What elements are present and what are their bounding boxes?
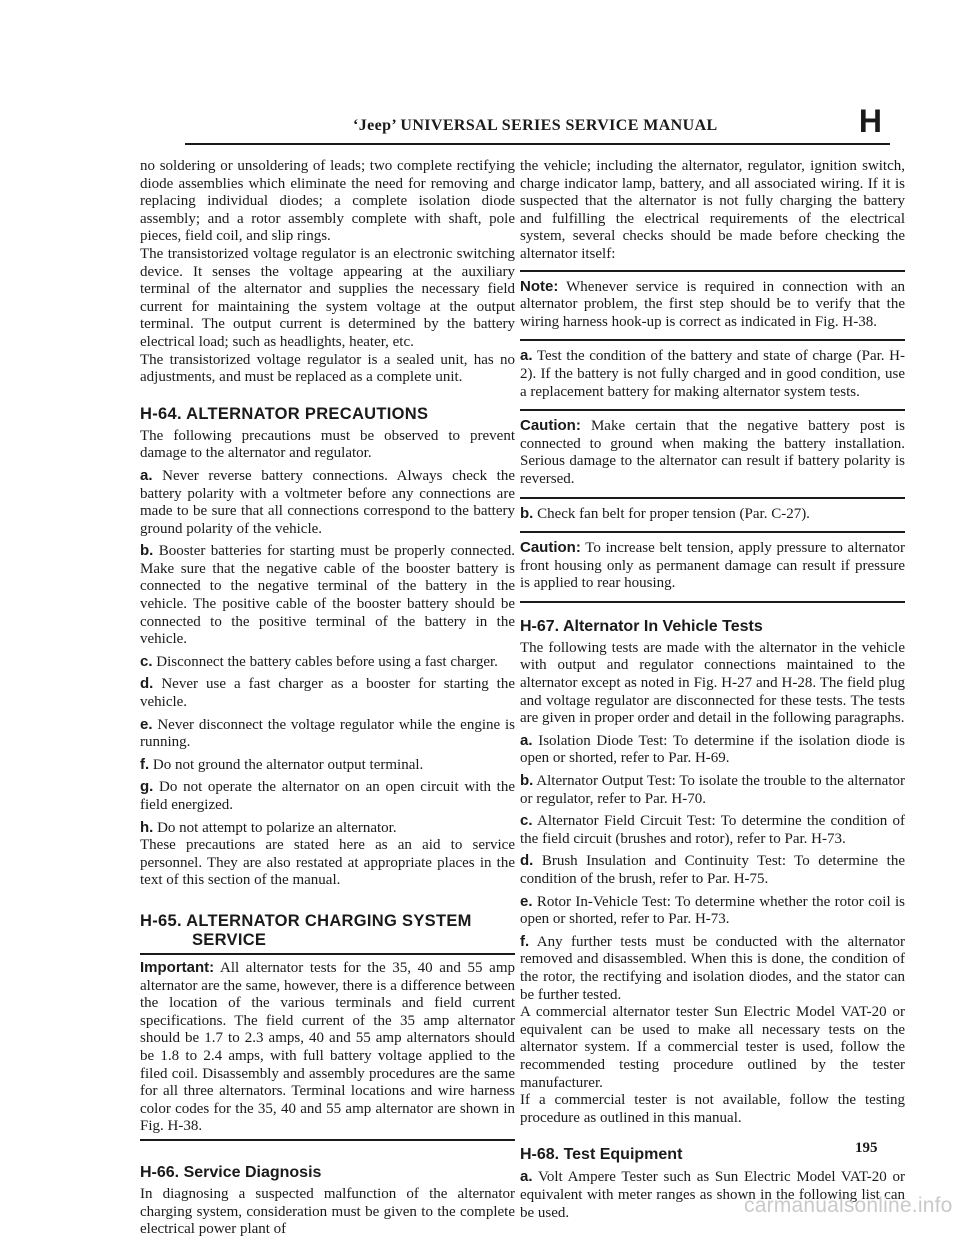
h68-a-text: Volt Ampere Tester such as Sun Electric Model VAT-20 or equivalent with meter ranges as shown in the following list can be used. (520, 1169, 905, 1221)
watermark: carmanualsonline.info (744, 1194, 953, 1217)
test-item (520, 933, 905, 1004)
h68-a-label: a. (520, 1168, 533, 1186)
caution-text: To increase belt tension, apply pressure to alternator front housing only as permanent damage can result if pressure is applied to rear housing. (520, 540, 906, 592)
test-text: Isolation Diode Test: To determine if the isolation diode is open or shorted, refer to Par. H-69. (520, 732, 905, 767)
precaution-item (140, 756, 515, 775)
precaution-label: c. (140, 652, 153, 670)
caution-text: Make certain that the negative battery post is connected to ground when making the battery installation. Serious damage to the alternator can result if battery polarity is reversed. (520, 418, 905, 487)
step-a-text: Test the condition of the battery and state of charge (Par. H-2). If the battery is not fully charged and in good condition, use a replacement battery for making alternator system tests. (520, 348, 905, 400)
h64-outro: These precautions are stated here as an aid to service personnel. They are also restated at appropriate places in the text of this section of the manual. (140, 837, 515, 889)
intro-paragraph-3: The transistorized voltage regulator is a sealed unit, has no adjustments, and must be replaced as a complete unit. (140, 351, 515, 386)
precaution-text: Do not ground the alternator output terminal. (152, 756, 424, 773)
precaution-item (140, 716, 515, 752)
precaution-text: Do not attempt to polarize an alternator. (157, 819, 397, 836)
heading-h66: H-66. Service Diagnosis (140, 1163, 322, 1181)
heading-h64: H-64. ALTERNATOR PRECAUTIONS (140, 404, 429, 423)
important-note (140, 959, 515, 1136)
precaution-label: b. (140, 542, 154, 560)
intro-paragraph-2: The transistorized voltage regulator is an electronic switching device. It senses the voltage appearing at the auxiliary terminal of the alternator and supplies the necessary field current for maintaining the system voltage at the output terminal. The output current is determined by the battery electrical load; such as headlights, heater, etc. (140, 245, 515, 350)
caution-label: Caution: (520, 539, 581, 557)
test-label: d. (520, 852, 534, 870)
test-label: f. (520, 932, 530, 950)
caution-box-2 (520, 531, 905, 593)
test-text: Alternator Output Test: To isolate the trouble to the alternator or regulator, refer to Par. H-70. (520, 773, 905, 807)
caution-box-1 (520, 409, 905, 488)
left-column (140, 158, 515, 1239)
precaution-item (140, 653, 515, 672)
test-label: b. (520, 772, 534, 790)
test-text: Any further tests must be conducted with the alternator removed and disassembled. When this is done, the condition of the rotor, the rectifying and isolation diodes, and the stator can be further tested. (520, 933, 905, 1003)
tester-paragraph: A commercial alternator tester Sun Electric Model VAT-20 or equivalent can be used to make all necessary tests on the alternator system. If a commercial tester is used, follow the recommended testing procedure outlined by the tester manufacturer. (520, 1004, 905, 1091)
step-b-label: b. (520, 504, 534, 522)
test-item (520, 893, 905, 929)
h64-intro: The following precautions must be observed to prevent damage to the alternator and regulator. (140, 427, 515, 462)
test-item (520, 732, 905, 768)
no-tester-paragraph: If a commercial tester is not available, follow the testing procedure as outlined in this manual. (520, 1092, 905, 1126)
precaution-item (140, 819, 515, 838)
heading-h67: H-67. Alternator In Vehicle Tests (520, 617, 763, 635)
test-text: Rotor In-Vehicle Test: To determine whether the rotor coil is open or shorted, refer to Par. H-73. (520, 893, 905, 928)
h67-intro: The following tests are made with the alternator in the vehicle with output and regulator connections maintained to the alternator except as noted in Fig. H-27 and H-28. The field plug and voltage regulator are disconnected for these tests. The tests are given in proper order and detail in the following paragraphs. (520, 639, 905, 727)
precaution-text: Do not operate the alternator on an open circuit with the field energized. (140, 779, 515, 813)
precaution-item (140, 467, 515, 538)
step-b-box (520, 497, 905, 524)
precaution-label: g. (140, 778, 154, 796)
caution-label: Caution: (520, 417, 581, 435)
note-text: Whenever service is required in connection with an alternator problem, the first step should be to verify that the wiring harness hook-up is correct as indicated in Fig. H-38. (520, 278, 905, 330)
important-label: Important: (140, 958, 215, 976)
test-text: Brush Insulation and Continuity Test: To determine the condition of the brush, refer to Par. H-75. (520, 853, 906, 887)
test-text: Alternator Field Circuit Test: To determine the condition of the field circuit (brushes and rotor), refer to Par. H-73. (520, 813, 905, 847)
intro-paragraph-1: no soldering or unsoldering of leads; two complete rectifying diode assemblies which eliminate the need for removing and replacing individual diodes; a complete isolation diode assembly; and a rotor assembly complete with shaft, pole pieces, field coil, and slip rings. (140, 158, 515, 245)
precaution-text: Never disconnect the voltage regulator while the engine is running. (140, 716, 515, 751)
precaution-text: Never use a fast charger as a booster for starting the vehicle. (140, 676, 516, 711)
important-text: All alternator tests for the 35, 40 and 55 amp alternator are the same, however, there is a difference between the location of the various terminals and field current specifications. The field current of the 35 amp alternator should be 1.7 to 2.3 amps, 40 and 55 amp alternators should be 1.8 to 2.4 amps, with full battery voltage applied to the filed coil. Disassembly and assembly procedures are the same for all three alternators. Terminal locations and wire harness color codes for the 35, 40 and 55 amp alternator are shown in Fig. H-38. (140, 959, 515, 1135)
test-label: a. (520, 731, 533, 749)
continued-paragraph: the vehicle; including the alternator, regulator, ignition switch, charge indicator lamp, battery, and all associated wiring. If it is suspected that the alternator is not fully charging the battery and fulfilling the electrical requirements of the electrical system, several checks should be made before checking the alternator itself: (520, 158, 905, 262)
test-item (520, 772, 905, 808)
h66-text: In diagnosing a suspected malfunction of the alternator charging system, consideration must be given to the complete electrical power plant of (140, 1185, 515, 1238)
test-item (520, 812, 905, 848)
test-label: c. (520, 812, 533, 830)
heading-h68: H-68. Test Equipment (520, 1146, 683, 1164)
precaution-label: h. (140, 818, 154, 836)
precaution-item (140, 542, 515, 649)
section-letter: H (858, 103, 882, 139)
note-box (520, 270, 905, 332)
precaution-label: d. (140, 675, 154, 693)
page-header (185, 103, 890, 145)
precaution-item (140, 778, 515, 814)
precaution-text: Booster batteries for starting must be properly connected. Make sure that the negative cable of the booster battery is connected to the negative terminal of the battery in the vehicle. The positive cable of the booster battery should be connected to the positive terminal of the battery in the vehicle. (140, 543, 515, 648)
page-number: 195 (855, 1140, 878, 1156)
precaution-label: e. (140, 715, 153, 733)
precaution-text: Never reverse battery connections. Always check the battery polarity with a voltmeter before any connections are made to be sure that all connections correspond to the battery ground polarity of the vehicle. (140, 467, 515, 537)
test-label: e. (520, 892, 533, 910)
heading-h65-line2: SERVICE (192, 930, 267, 949)
precaution-text: Disconnect the battery cables before using a fast charger. (156, 653, 498, 670)
test-item (520, 852, 905, 888)
precaution-item (140, 675, 515, 711)
step-b-text: Check fan belt for proper tension (Par. C-27). (537, 505, 810, 522)
precaution-label: f. (140, 755, 150, 773)
heading-h65: H-65. ALTERNATOR CHARGING SYSTEM (140, 911, 472, 930)
note-label: Note: (520, 277, 559, 295)
step-a-label: a. (520, 347, 533, 365)
precaution-label: a. (140, 466, 153, 484)
right-column (520, 158, 905, 1222)
header-title: ‘Jeep’ UNIVERSAL SERIES SERVICE MANUAL (353, 117, 718, 134)
step-a-box (520, 339, 905, 401)
